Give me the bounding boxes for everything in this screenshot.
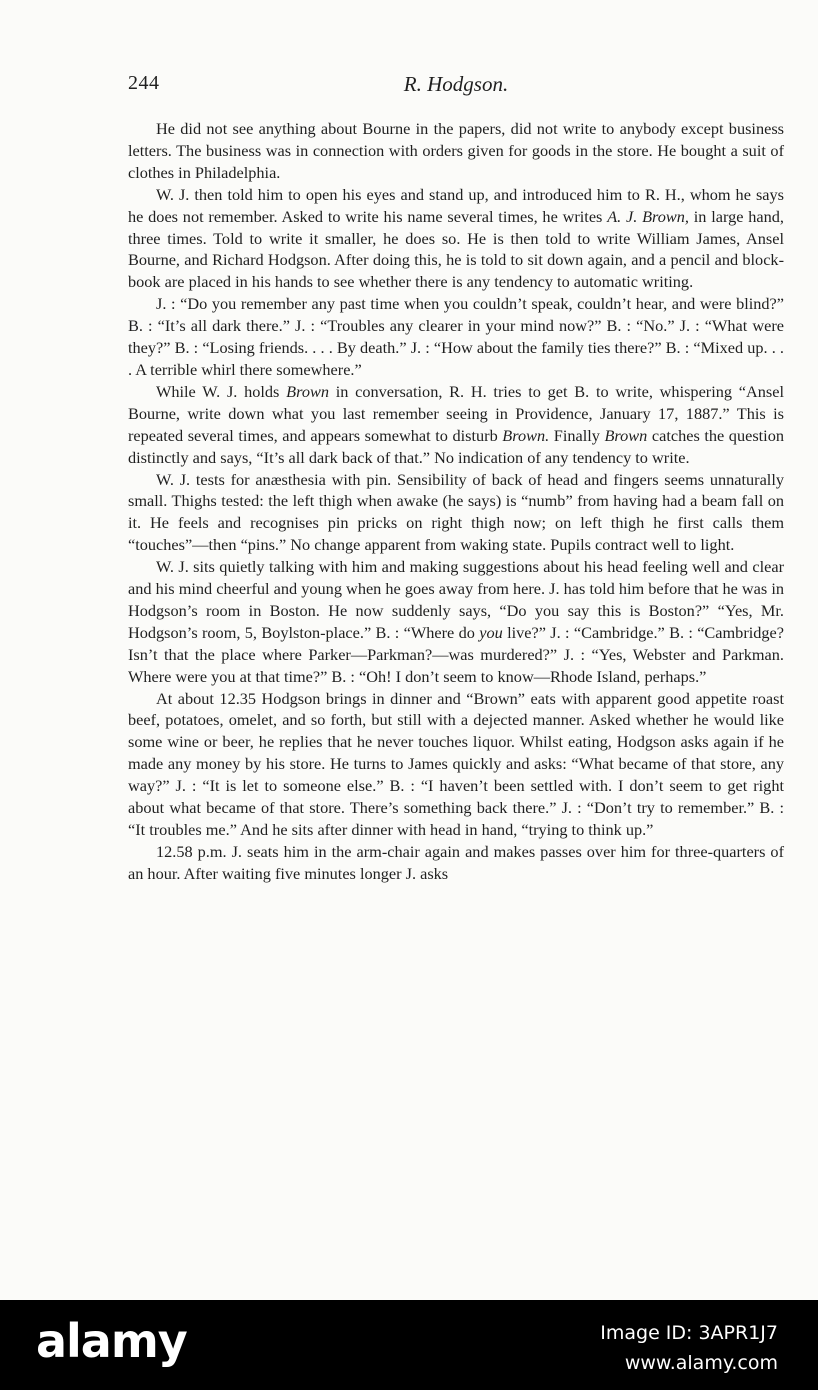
text-run: He did not see anything about Bourne in the papers, did not write to anybody except business letters. The business was in connection with orders given for goods in the store. He bought a suit of clothes in Philadelphia. <box>128 119 784 182</box>
text-run: J. : “Do you remember any past time when you couldn’t speak, couldn’t hear, and were blind?” B. : “It’s all dark there.” J. : “Troubles any clearer in your mind now?” B. : “No.” J. : “What were they?” B. : “Losing friends. . . . By death.” J. : “How about the family ties there?” B. : “Mixed up. . . . A terrible whirl there somewhere.” <box>128 294 784 379</box>
text-run: in large hand, three times. Told to write it smaller, he does so. He is then told to write William James, Ansel Bourne, and Richard Hodgson. After doing this, he is told to sit down again, and a pencil and block-book are placed in his hands to see whether there is any tendency to automatic writing. <box>128 206 784 292</box>
text-run: Finally <box>549 425 605 445</box>
page-header <box>128 72 784 102</box>
paragraph <box>128 293 784 381</box>
italic-text: Brown <box>286 381 329 401</box>
text-run: live?” J. : “Cambridge.” B. : “Cambridge? Isn’t that the place where Parker—Parkman?—was murdered?” J. : “Yes, Webster and Parkman. Where were you at that time?” B. : “Oh! I don’t seem to know—Rhode Island, perhaps.” <box>128 622 785 686</box>
text-run: catches the question distinctly and says, “It’s all dark back of that.” No indication of any tendency to write. <box>128 425 784 467</box>
brand-logo: alamy <box>36 1314 187 1368</box>
italic-text: A. J. Brown, <box>607 206 689 226</box>
text-run: W. J. sits quietly talking with him and making suggestions about his head feeling well and clear and his mind cheerful and young when he goes away from here. J. has told him before that he was in Hodgson’s room in Boston. He now suddenly says, “Do you say this is Boston?” “Yes, Mr. Hodgson’s room, 5, Boylston-place.” B. : “Where do <box>128 557 784 642</box>
image-id: Image ID: 3APR1J7 <box>600 1322 778 1344</box>
italic-text: Brown <box>604 425 648 445</box>
paragraph <box>128 381 784 469</box>
running-title: R. Hodgson. <box>403 72 509 96</box>
body-text <box>128 118 784 885</box>
text-run: W. J. tests for anæsthesia with pin. Sensibility of back of head and fingers seems unnaturally small. Thighs tested: the left thigh when awake (he says) is “numb” from having had a beam fall on it. He feels and recognises pin pricks on right thigh now; on left thigh he first calls them “touches”—then “pins.” No change apparent from waking state. Pupils contract well to light. <box>128 469 784 555</box>
italic-text: you <box>479 622 503 642</box>
page-number: 244 <box>128 72 160 94</box>
paragraph <box>128 118 784 184</box>
paragraph <box>128 688 784 841</box>
text-run: At about 12.35 Hodgson brings in dinner and “Brown” eats with apparent good appetite roast beef, potatoes, omelet, and so forth, but still with a dejected manner. Asked whether he would like some wine or beer, he replies that he never touches liquor. Whilst eating, Hodgson asks again if he made any money by his store. He turns to James quickly and asks: “What became of that store, any way?” J. : “It is let to someone else.” B. : “I haven’t been settled with. I don’t seem to get right about what became of that store. There’s something back there.” J. : “Don’t try to remember.” B. : “It troubles me.” And he sits after dinner with head in hand, “trying to think up.” <box>128 688 784 839</box>
text-run: W. J. then told him to open his eyes and stand up, and introduced him to R. H., whom he says he does not remember. Asked to write his name several times, he writes <box>128 184 784 226</box>
paragraph <box>128 184 784 294</box>
text-run: in conversation, R. H. tries to get B. to write, whispering “Ansel Bourne, write down what you last remember seeing in Providence, January 17, 1887.” This is repeated several times, and appears somewhat to disturb <box>128 381 784 445</box>
italic-text: Brown. <box>502 425 550 445</box>
paragraph <box>128 556 784 687</box>
text-run: 12.58 p.m. J. seats him in the arm-chair again and makes passes over him for three-quarters of an hour. After waiting five minutes longer J. asks <box>128 841 784 883</box>
site-url: www.alamy.com <box>624 1352 778 1374</box>
text-run: While W. J. holds <box>156 381 287 401</box>
paragraph <box>128 469 784 557</box>
watermark-banner <box>0 1300 818 1390</box>
paragraph <box>128 841 784 885</box>
